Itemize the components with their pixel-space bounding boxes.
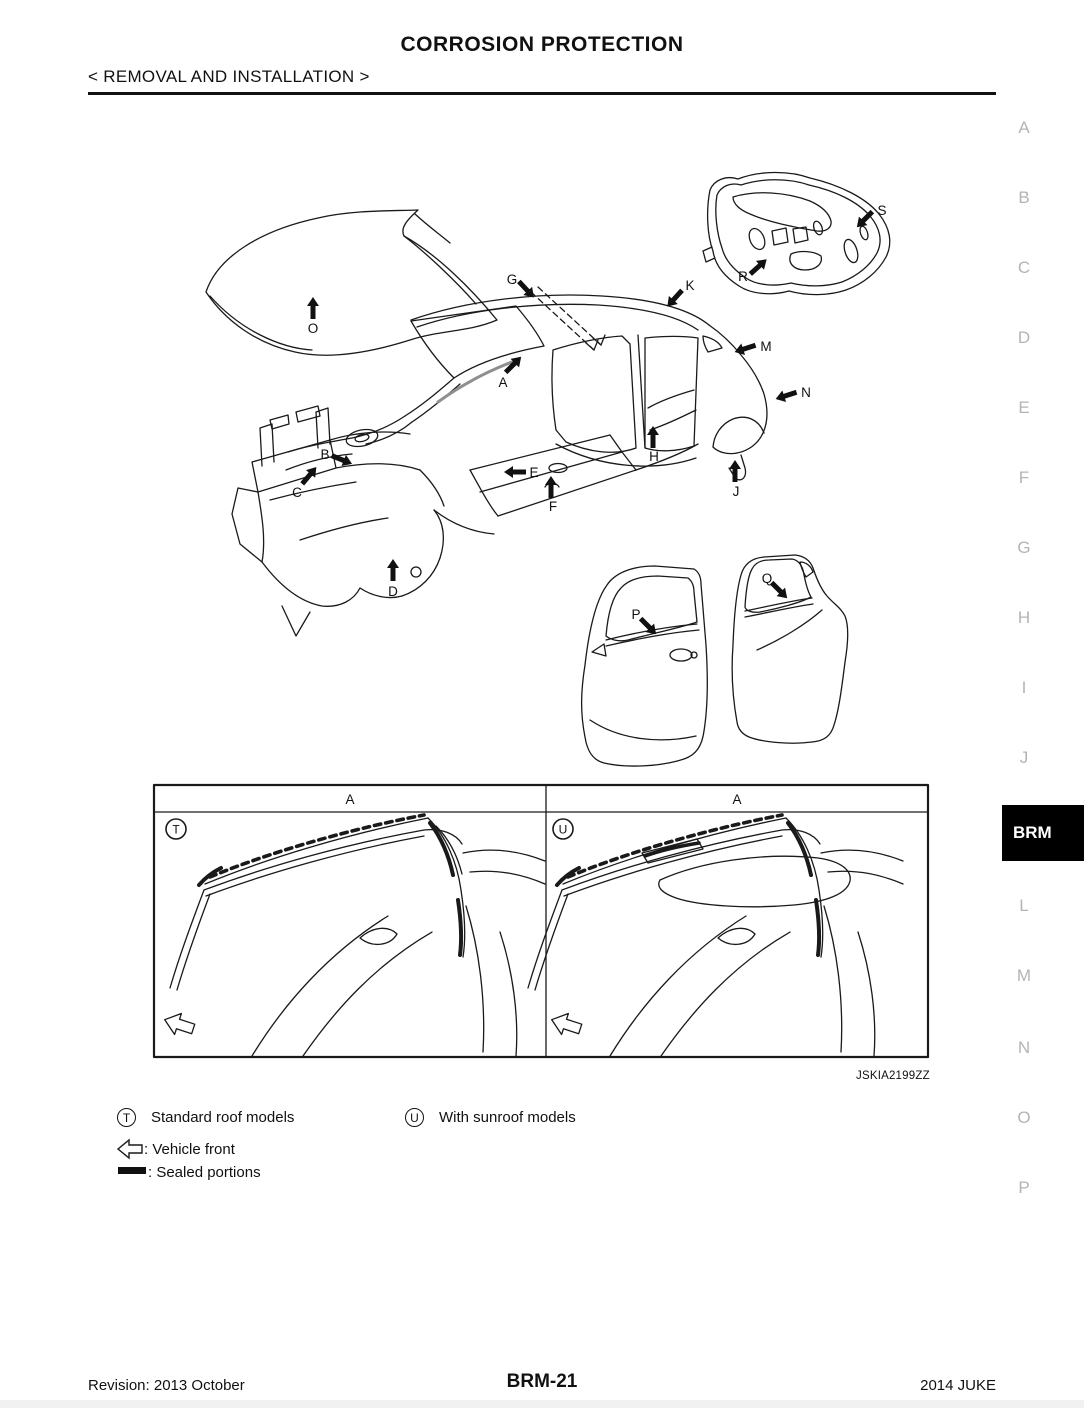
circled-u-label: U xyxy=(558,822,568,837)
legend-standard-roof: Standard roof models xyxy=(151,1109,295,1126)
side-tab-i: I xyxy=(1021,678,1027,697)
callout-r-arrow-icon xyxy=(746,255,770,279)
callout-o-arrow-icon xyxy=(307,297,319,319)
roof-sealing-figure xyxy=(150,782,932,1062)
hood-outline xyxy=(206,210,497,355)
section-subtitle: < REMOVAL AND INSTALLATION > xyxy=(88,67,370,86)
page-bottom-edge xyxy=(0,1400,1084,1408)
callout-d-arrow-icon xyxy=(387,559,399,581)
front-door-outline xyxy=(582,566,708,766)
callout-h-arrow-icon xyxy=(647,426,659,448)
side-tab-m: M xyxy=(1016,966,1032,985)
callout-o-label: O xyxy=(307,321,319,336)
callout-n-arrow-icon xyxy=(774,387,799,405)
vehicle-front-legend-arrow-icon xyxy=(116,1138,144,1160)
callout-b-label: B xyxy=(320,447,330,462)
tailgate-outline xyxy=(703,172,890,294)
vehicle-front-arrow-icon xyxy=(161,1009,196,1039)
side-tab-l: L xyxy=(1019,896,1029,915)
legend-vehicle-front: : Vehicle front xyxy=(144,1141,235,1158)
footer-page-number: BRM-21 xyxy=(506,1371,578,1392)
callout-c-label: C xyxy=(292,485,302,500)
header-divider xyxy=(88,92,996,95)
figure-code: JSKIA2199ZZ xyxy=(856,1070,930,1082)
side-tab-n: N xyxy=(1017,1038,1031,1057)
main-diagram xyxy=(140,140,970,800)
side-tab-brm-active: BRM xyxy=(1002,805,1084,861)
side-tab-j: J xyxy=(1019,748,1029,767)
footer-model: 2014 JUKE xyxy=(920,1377,996,1394)
side-tab-f: F xyxy=(1018,468,1030,487)
callout-q-label: Q xyxy=(761,571,773,586)
side-tab-o: O xyxy=(1017,1108,1031,1127)
side-tab-g: G xyxy=(1017,538,1031,557)
callout-k-arrow-icon xyxy=(663,286,687,310)
panel-header-label-right: A xyxy=(732,792,742,807)
circled-t-label: T xyxy=(172,822,180,837)
callout-d-label: D xyxy=(388,584,398,599)
figure-border xyxy=(154,785,928,1057)
sealed-portion-bar-icon xyxy=(118,1167,146,1174)
side-tab-c: C xyxy=(1017,258,1031,277)
callout-s-label: S xyxy=(877,203,887,218)
callout-r-label: R xyxy=(738,269,748,284)
circled-u-legend-icon: U xyxy=(405,1108,424,1127)
footer-revision: Revision: 2013 October xyxy=(88,1377,245,1394)
callout-arrows xyxy=(298,207,877,638)
vehicle-front-arrow-icon xyxy=(548,1009,583,1039)
callout-k-label: K xyxy=(685,278,695,293)
callout-f-label: F xyxy=(548,499,558,514)
legend-sunroof: With sunroof models xyxy=(439,1109,576,1126)
body-shell-outline xyxy=(288,295,767,516)
side-tab-a: A xyxy=(1018,118,1030,137)
panel-header-label-left: A xyxy=(345,792,355,807)
panel-sunroof xyxy=(528,815,903,1056)
side-tab-d: D xyxy=(1017,328,1031,347)
callout-p-label: P xyxy=(631,607,641,622)
callout-labels xyxy=(292,203,886,622)
callout-g-label: G xyxy=(506,272,518,287)
callout-e-arrow-icon xyxy=(504,466,526,478)
callout-e-label: E xyxy=(529,465,539,480)
callout-n-label: N xyxy=(801,385,811,400)
circled-t-legend-icon: T xyxy=(117,1108,136,1127)
callout-a-label: A xyxy=(498,375,508,390)
callout-m-label: M xyxy=(760,339,772,354)
callout-f-arrow-icon xyxy=(545,476,557,498)
panel-standard-roof xyxy=(161,815,545,1056)
side-tab-h: H xyxy=(1017,608,1031,627)
side-tab-e: E xyxy=(1018,398,1030,417)
side-tab-p: P xyxy=(1018,1178,1030,1197)
legend-sealed-portions: : Sealed portions xyxy=(148,1164,261,1181)
sealant-dashed-leaders xyxy=(531,287,605,350)
callout-h-label: H xyxy=(649,449,659,464)
side-tab-b: B xyxy=(1018,188,1030,207)
callout-j-label: J xyxy=(732,484,740,499)
rear-door-outline xyxy=(732,555,847,743)
page-title: CORROSION PROTECTION xyxy=(400,33,684,56)
engine-bay-structure xyxy=(232,406,494,636)
